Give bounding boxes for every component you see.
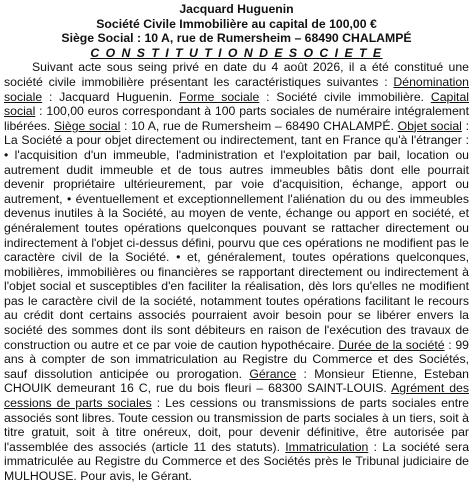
agrement-label: Agrément des cessions de parts sociales [4,381,469,411]
duree-label: Durée de la société [338,337,445,352]
immatriculation-label: Immatriculation [285,439,369,454]
company-name: Jacquard Huguenin [179,2,294,16]
denomination-label: Dénomination sociale [4,74,469,104]
capital-value: : 100,00 euros correspondant à 100 parts sociales de numéraire intégralement libérées. [4,104,469,133]
objet-label: Objet social [397,118,462,133]
forme-value: : Société civile immobilière. [259,89,431,104]
denomination-value: : Jacquard Huguenin. [42,89,179,104]
notice-body [4,60,469,483]
siege-value: : 10 A, rue de Rumersheim – 68490 CHALAMPÉ. [120,118,398,133]
duree-value: : 99 ans à compter de son immatriculation au Registre du Commerce et des Sociétés, sauf dissolution anticipée ou prorogation. [4,337,469,381]
intro-text: Suivant acte sous seing privé en date du 4 août 2026, il a été constitué une société civile immobilière présentant les caractéristiques suivantes : [4,60,469,89]
objet-value: : La Société a pour objet directement ou indirectement, tant en France qu'à l'étranger : • l'acquisition d'un immeuble, l'administration et l'exploitation par bail, location ou autrement dudit immeuble et de tous autres immeubles bâtis dont elle pourrait devenir propriétaire ultérieurement, par voie d'acquisition, échange, apport ou autrement, • éventuellement et exceptionnellement l'aliénation du ou des immeubles devenus inutiles à la Société, au moyen de vente, échange ou apport en société, et généralement toutes opérations quelconques pouvant se rattacher directement ou indirectement à l'objet ci-dessus défini, pourvu que ces opérations ne modifient pas le caractère civil de la Société. • et, généralement, toutes opérations quelconques, mobilières, immobilières ou financières se rapportant directement ou indirectement à l'objet social et susceptibles d'en faciliter la réalisation, dès lors qu'elles ne modifient pas le caractère civil de la société, notamment toutes opérations facilitant le recours au crédit dont certains associés pourraient avoir besoin pour se libérer envers la société des sommes dont ils sont débiteurs en raison de l'exécution des travaux de construction ou autre et ce par voie de caution hypothécaire. [4,118,469,352]
forme-label: Forme sociale [179,89,260,104]
immatriculation-value: : La société sera immatriculée au Registre du Commerce et des Sociétés près le Tribunal judiciaire de MULHOUSE. Pour avis, le Gérant. [4,439,470,483]
notice-title: C O N S T I T U T I O N D E S O C I E T E [90,45,383,60]
gerance-value: : Monsieur Etienne, Esteban CHOUIK demeurant 16 C, rue du bois fleuri – 68300 SAINT-LOUIS. [4,366,469,396]
gerance-label: Gérance [249,366,297,381]
agrement-value: : Les cessions ou transmissions de parts sociales entre associés sont libres. Toute cession ou transmission de parts sociales à un tiers, soit à titre gratuit, soit à titre onéreux, doit, pour devenir définitive, être autorisée par l'assemblée des associés (article 11 des statuts). [4,396,469,454]
capital-label: Capital social [4,89,469,119]
siege-label: Siège social [54,118,121,133]
company-form: Société Civile Immobilière au capital de 100,00 € [96,16,377,31]
registered-office: Siège Social : 10 A, rue de Rumersheim – 68490 CHALAMPÉ [61,31,412,46]
